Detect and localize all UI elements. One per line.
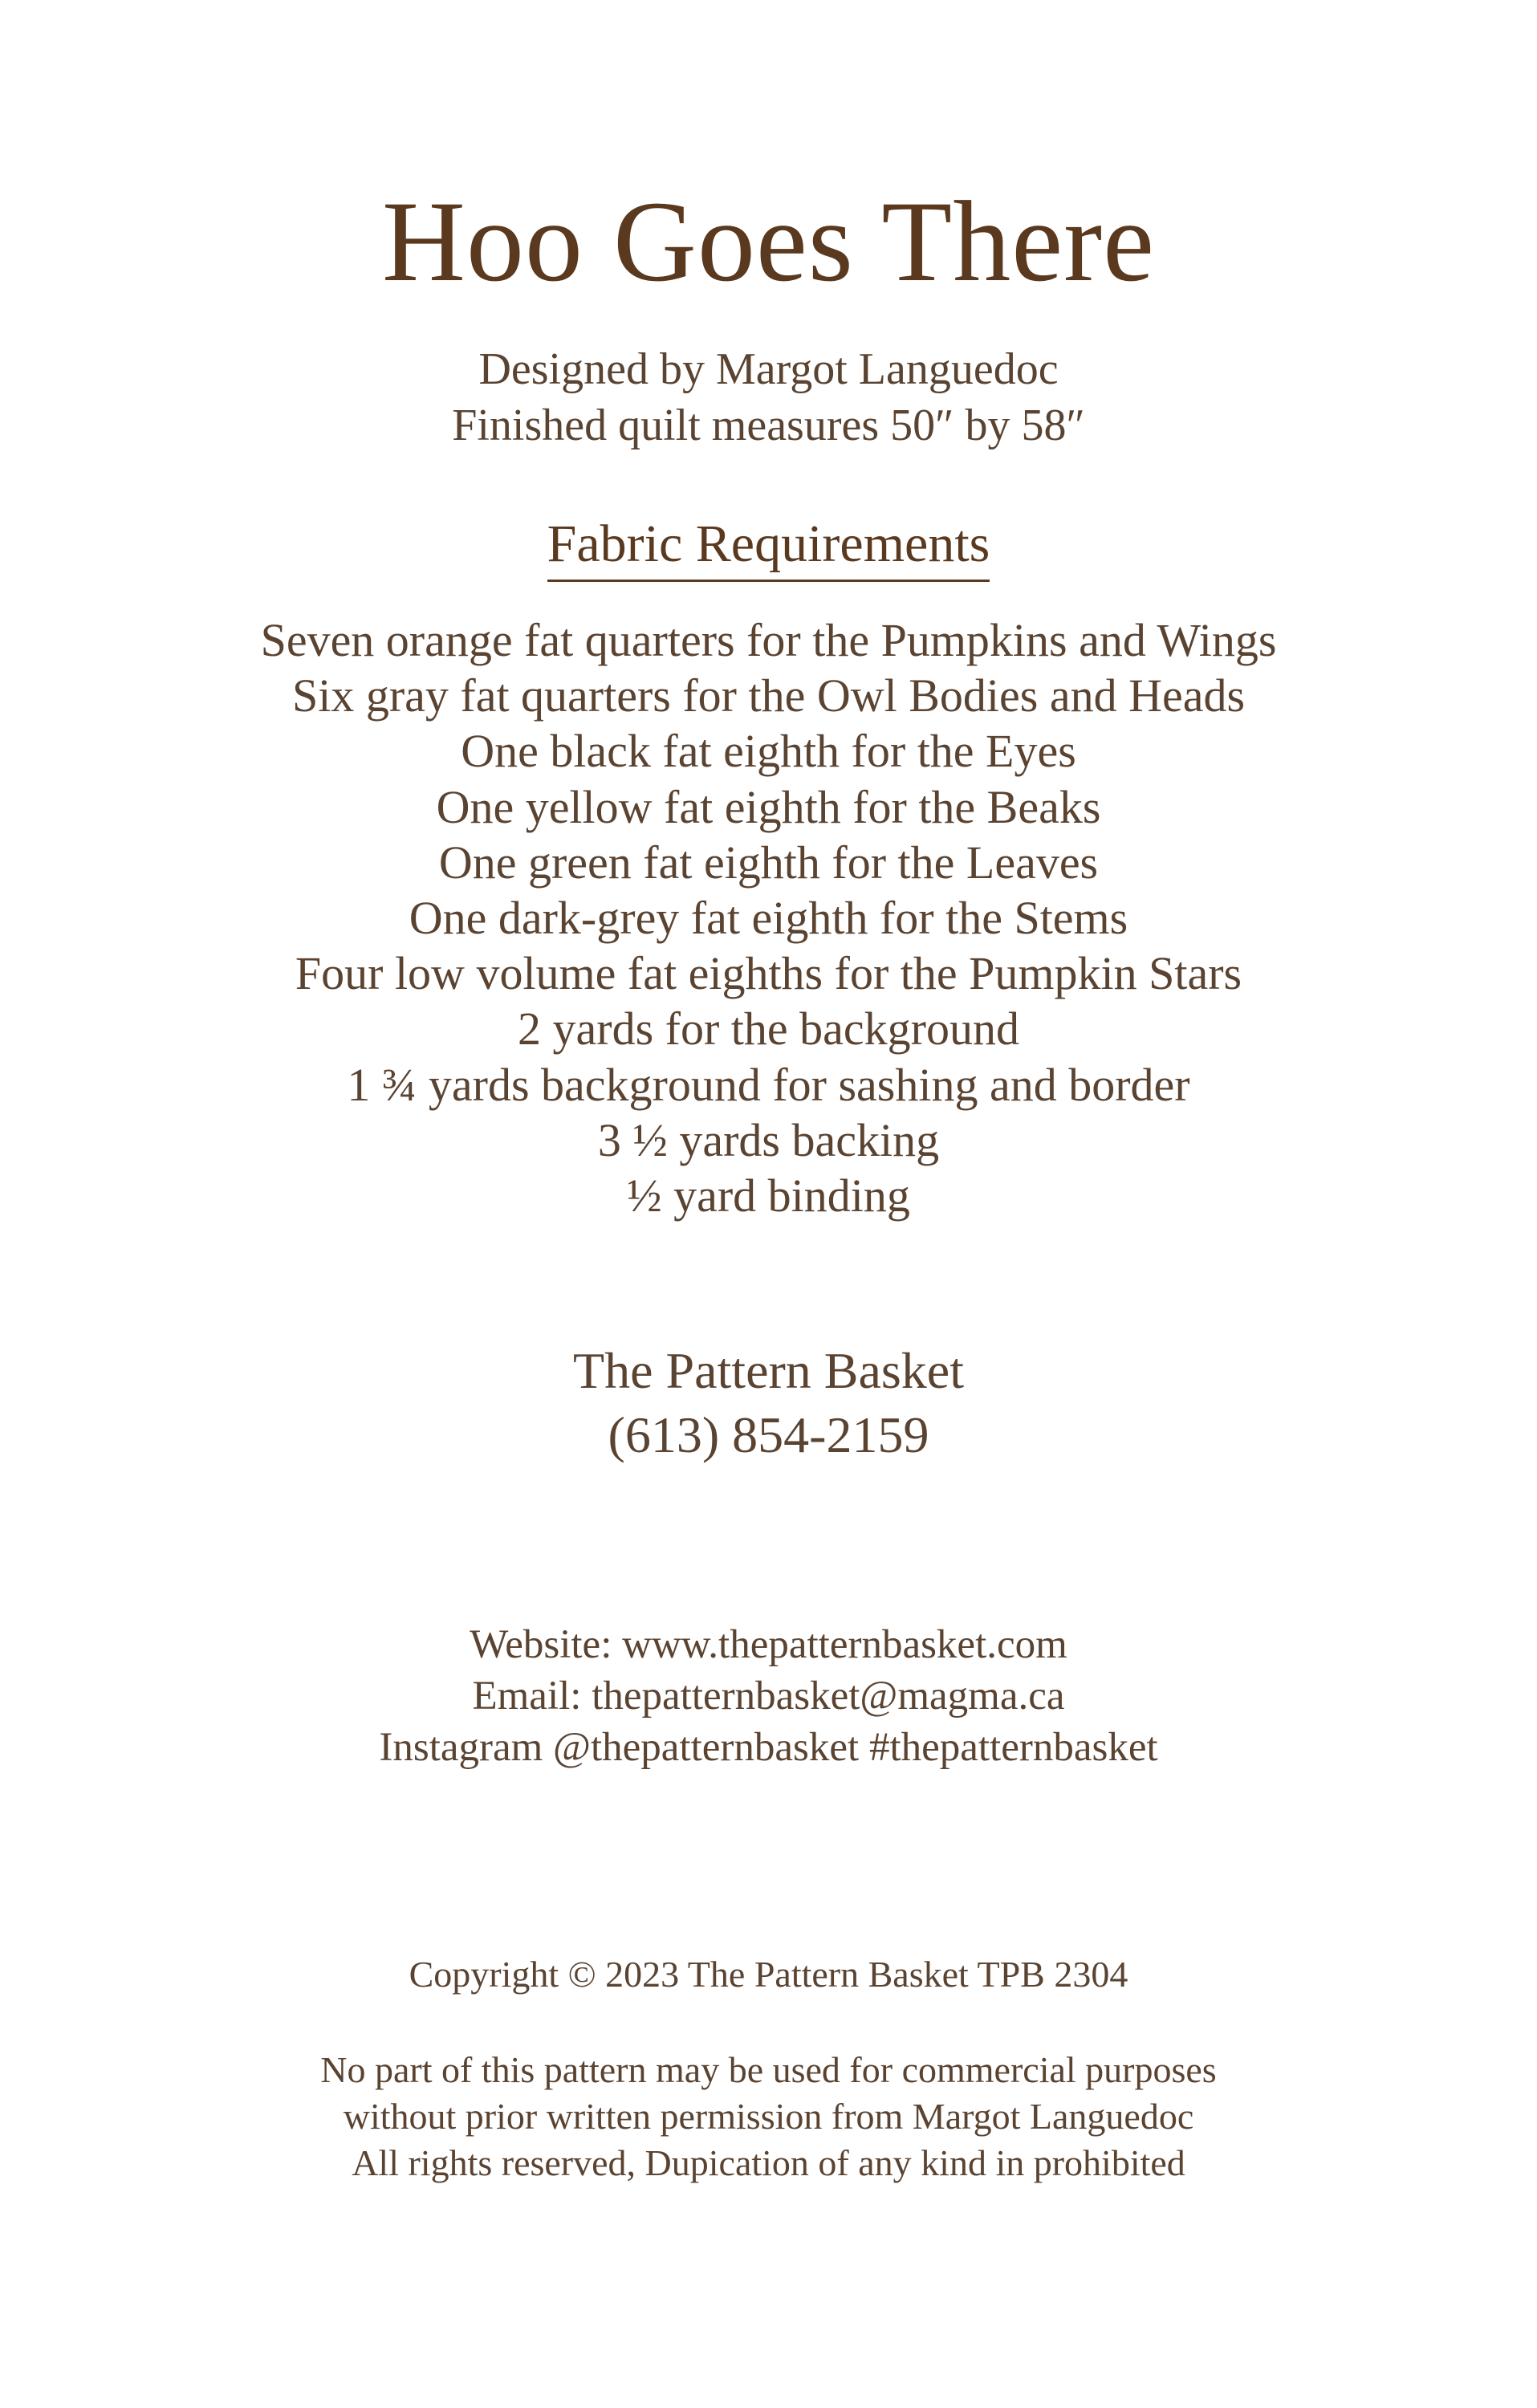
website-line: Website: www.thepatternbasket.com [470,1622,1067,1667]
instagram-line: Instagram @thepatternbasket #thepatternbasket [379,1725,1158,1770]
email-line: Email: thepatternbasket@magma.ca [472,1674,1065,1719]
rights-notice [0,2047,1537,2186]
pattern-byline [0,341,1537,454]
shop-info [0,1339,1537,1467]
fabric-item: Six gray fat quarters for the Owl Bodies and Heads [291,669,1246,722]
fabric-item: 2 yards for the background [518,1003,1019,1056]
designer-line: Designed by Margot Languedoc [478,344,1059,394]
fabric-item: Four low volume fat eighths for the Pumpkin Stars [295,947,1242,1000]
finished-size-line: Finished quilt measures 50″ by 58″ [452,401,1085,450]
fabric-item: One green fat eighth for the Leaves [438,836,1099,889]
shop-name: The Pattern Basket [573,1342,964,1399]
contact-info [0,1619,1537,1773]
fabric-item: ½ yard binding [627,1169,910,1222]
fabric-item: One black fat eighth for the Eyes [461,725,1076,778]
fabric-item: 3 ½ yards backing [597,1113,940,1166]
rights-notice-line: without prior written permission from Margot Languedoc [343,2096,1194,2137]
fabric-item: Seven orange fat quarters for the Pumpkins and Wings [260,614,1277,666]
fabric-requirements-heading-text: Fabric Requirements [547,512,990,582]
fabric-requirements-heading [0,512,1537,582]
copyright-line: Copyright © 2023 The Pattern Basket TPB 2304 [409,1954,1128,1995]
fabric-requirements-list [0,612,1537,1223]
fabric-item: One dark-grey fat eighth for the Stems [409,892,1128,945]
fabric-item: One yellow fat eighth for the Beaks [436,780,1101,833]
shop-phone: (613) 854-2159 [608,1406,929,1463]
rights-notice-line: All rights reserved, Dupication of any kind in prohibited [352,2142,1185,2183]
rights-notice-line: No part of this pattern may be used for commercial purposes [320,2049,1217,2090]
fabric-item: 1 ¾ yards background for sashing and border [347,1058,1190,1111]
pattern-title: Hoo Goes There [381,178,1156,306]
